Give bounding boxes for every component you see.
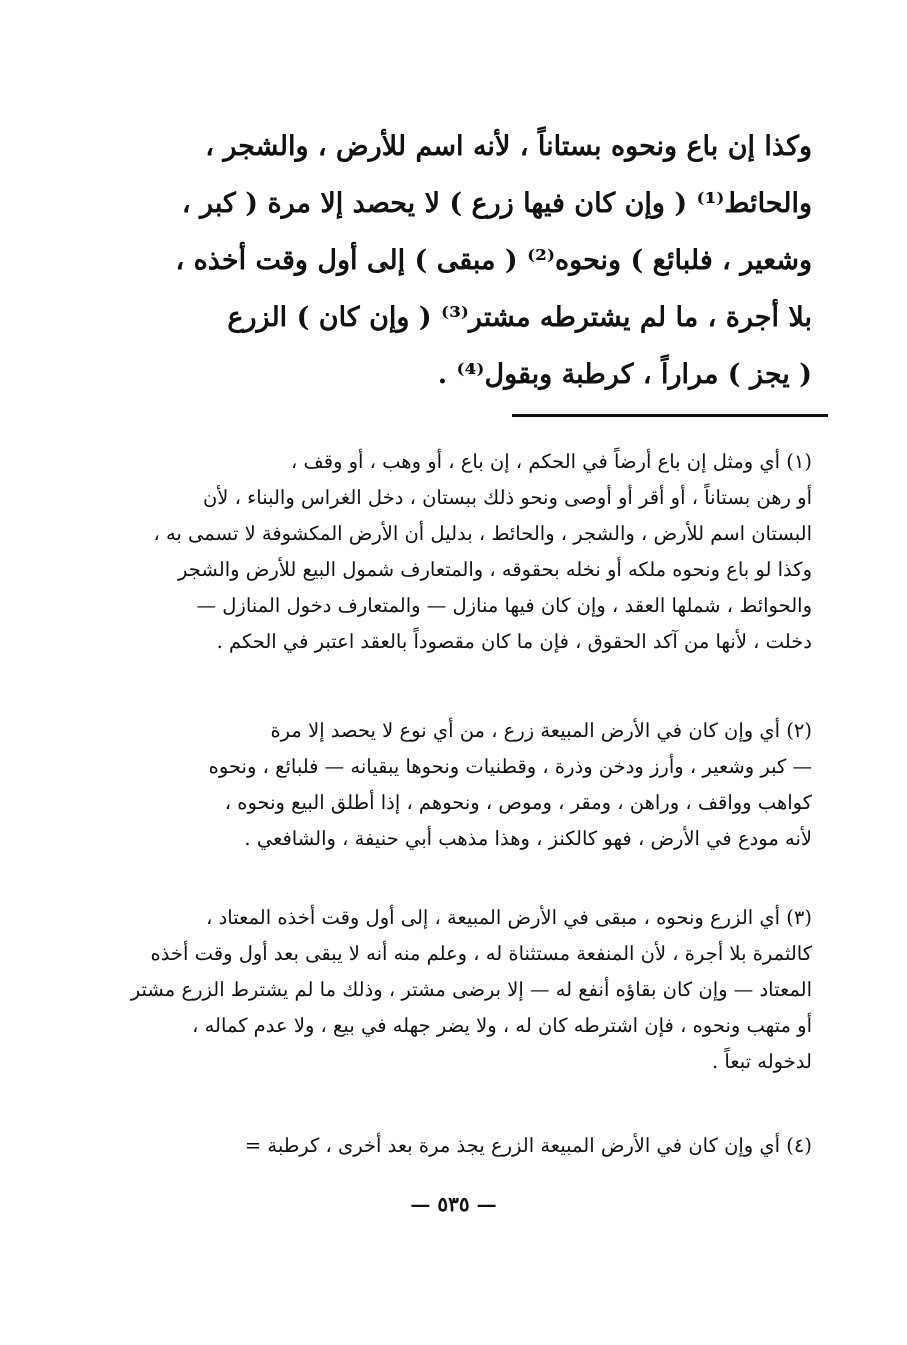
footnote-line: دخلت ، لأنها من آكد الحقوق ، فإن ما كان مقصوداً بالعقد اعتبر في الحكم . — [216, 630, 812, 653]
footnote-line: (٣) أي الزرع ونحوه ، مبقى في الأرض المبيعة ، إلى أول وقت أخذه المعتاد ، — [206, 906, 812, 929]
footnote-line: أو رهن بستاناً ، أو أقر أو أوصى ونحو ذلك ببستان ، دخل الغراس والبناء ، لأن — [202, 486, 812, 509]
footnote-line: (٢) أي وإن كان في الأرض المبيعة زرع ، من أي نوع لا يحصد إلا مرة — [270, 719, 812, 742]
footnote-2 — [100, 713, 812, 857]
footnote-separator — [512, 414, 828, 417]
main-text-line: وشعير ، فلبائع ) ونحوه⁽²⁾ ( مبقى ) إلى أول وقت أخذه ، — [175, 245, 812, 276]
footnote-line: لدخوله تبعاً . — [712, 1050, 812, 1073]
page-number: — ٥٣٥ — — [410, 1192, 497, 1216]
footnote-line: والحوائط ، شملها العقد ، وإن كان فيها منازل — والمتعارف دخول المنازل — — [196, 594, 812, 617]
footnote-line: وكذا لو باع ونحوه ملكه أو نخله بحقوقه ، والمتعارف شمول البيع للأرض والشجر — [178, 558, 812, 581]
footnote-line: (١) أي ومثل إن باع أرضاً في الحكم ، إن باع ، أو وهب ، أو وقف ، — [291, 450, 812, 473]
main-text-line: بلا أجرة ، ما لم يشترطه مشتر⁽³⁾ ( وإن كان ) الزرع — [227, 302, 812, 333]
footnote-1 — [100, 444, 812, 660]
main-text-line: وكذا إن باع ونحوه بستاناً ، لأنه اسم للأرض ، والشجر ، — [205, 131, 812, 162]
footnote-4 — [100, 1128, 812, 1164]
footnote-3 — [100, 900, 812, 1080]
main-text — [100, 118, 812, 403]
footnote-line: كواهب وواقف ، وراهن ، ومقر ، وموص ، ونحوهم ، إذا أطلق البيع ونحوه ، — [224, 791, 812, 814]
footnote-line: البستان اسم للأرض ، والشجر ، والحائط ، بدليل أن الأرض المكشوفة لا تسمى به ، — [153, 522, 812, 545]
footnote-line: المعتاد — وإن كان بقاؤه أنفع له — إلا برضى مشتر ، وذلك ما لم يشترط الزرع مشتر — [130, 978, 812, 1001]
footnote-line: — كبر وشعير ، وأرز ودخن وذرة ، وقطنيات ونحوها يبقيانه — فلبائع ، ونحوه — [208, 755, 812, 778]
footnote-line: كالثمرة بلا أجرة ، لأن المنفعة مستثناة له ، وعلم منه أنه لا يبقى بعد أول وقت أخذه — [150, 942, 812, 965]
main-text-line: ( يجز ) مراراً ، كرطبة وبقول⁽⁴⁾ . — [437, 359, 812, 390]
footnote-line: (٤) أي وإن كان في الأرض المبيعة الزرع يجذ مرة بعد أخرى ، كرطبة = — [244, 1134, 812, 1157]
main-text-line: والحائط⁽¹⁾ ( وإن كان فيها زرع ) لا يحصد إلا مرة ( كبر ، — [181, 188, 812, 219]
footnote-line: أو متهب ونحوه ، فإن اشترطه كان له ، ولا يضر جهله في بيع ، ولا عدم كماله ، — [192, 1014, 812, 1037]
footnote-line: لأنه مودع في الأرض ، فهو كالكنز ، وهذا مذهب أبي حنيفة ، والشافعي . — [244, 827, 812, 850]
